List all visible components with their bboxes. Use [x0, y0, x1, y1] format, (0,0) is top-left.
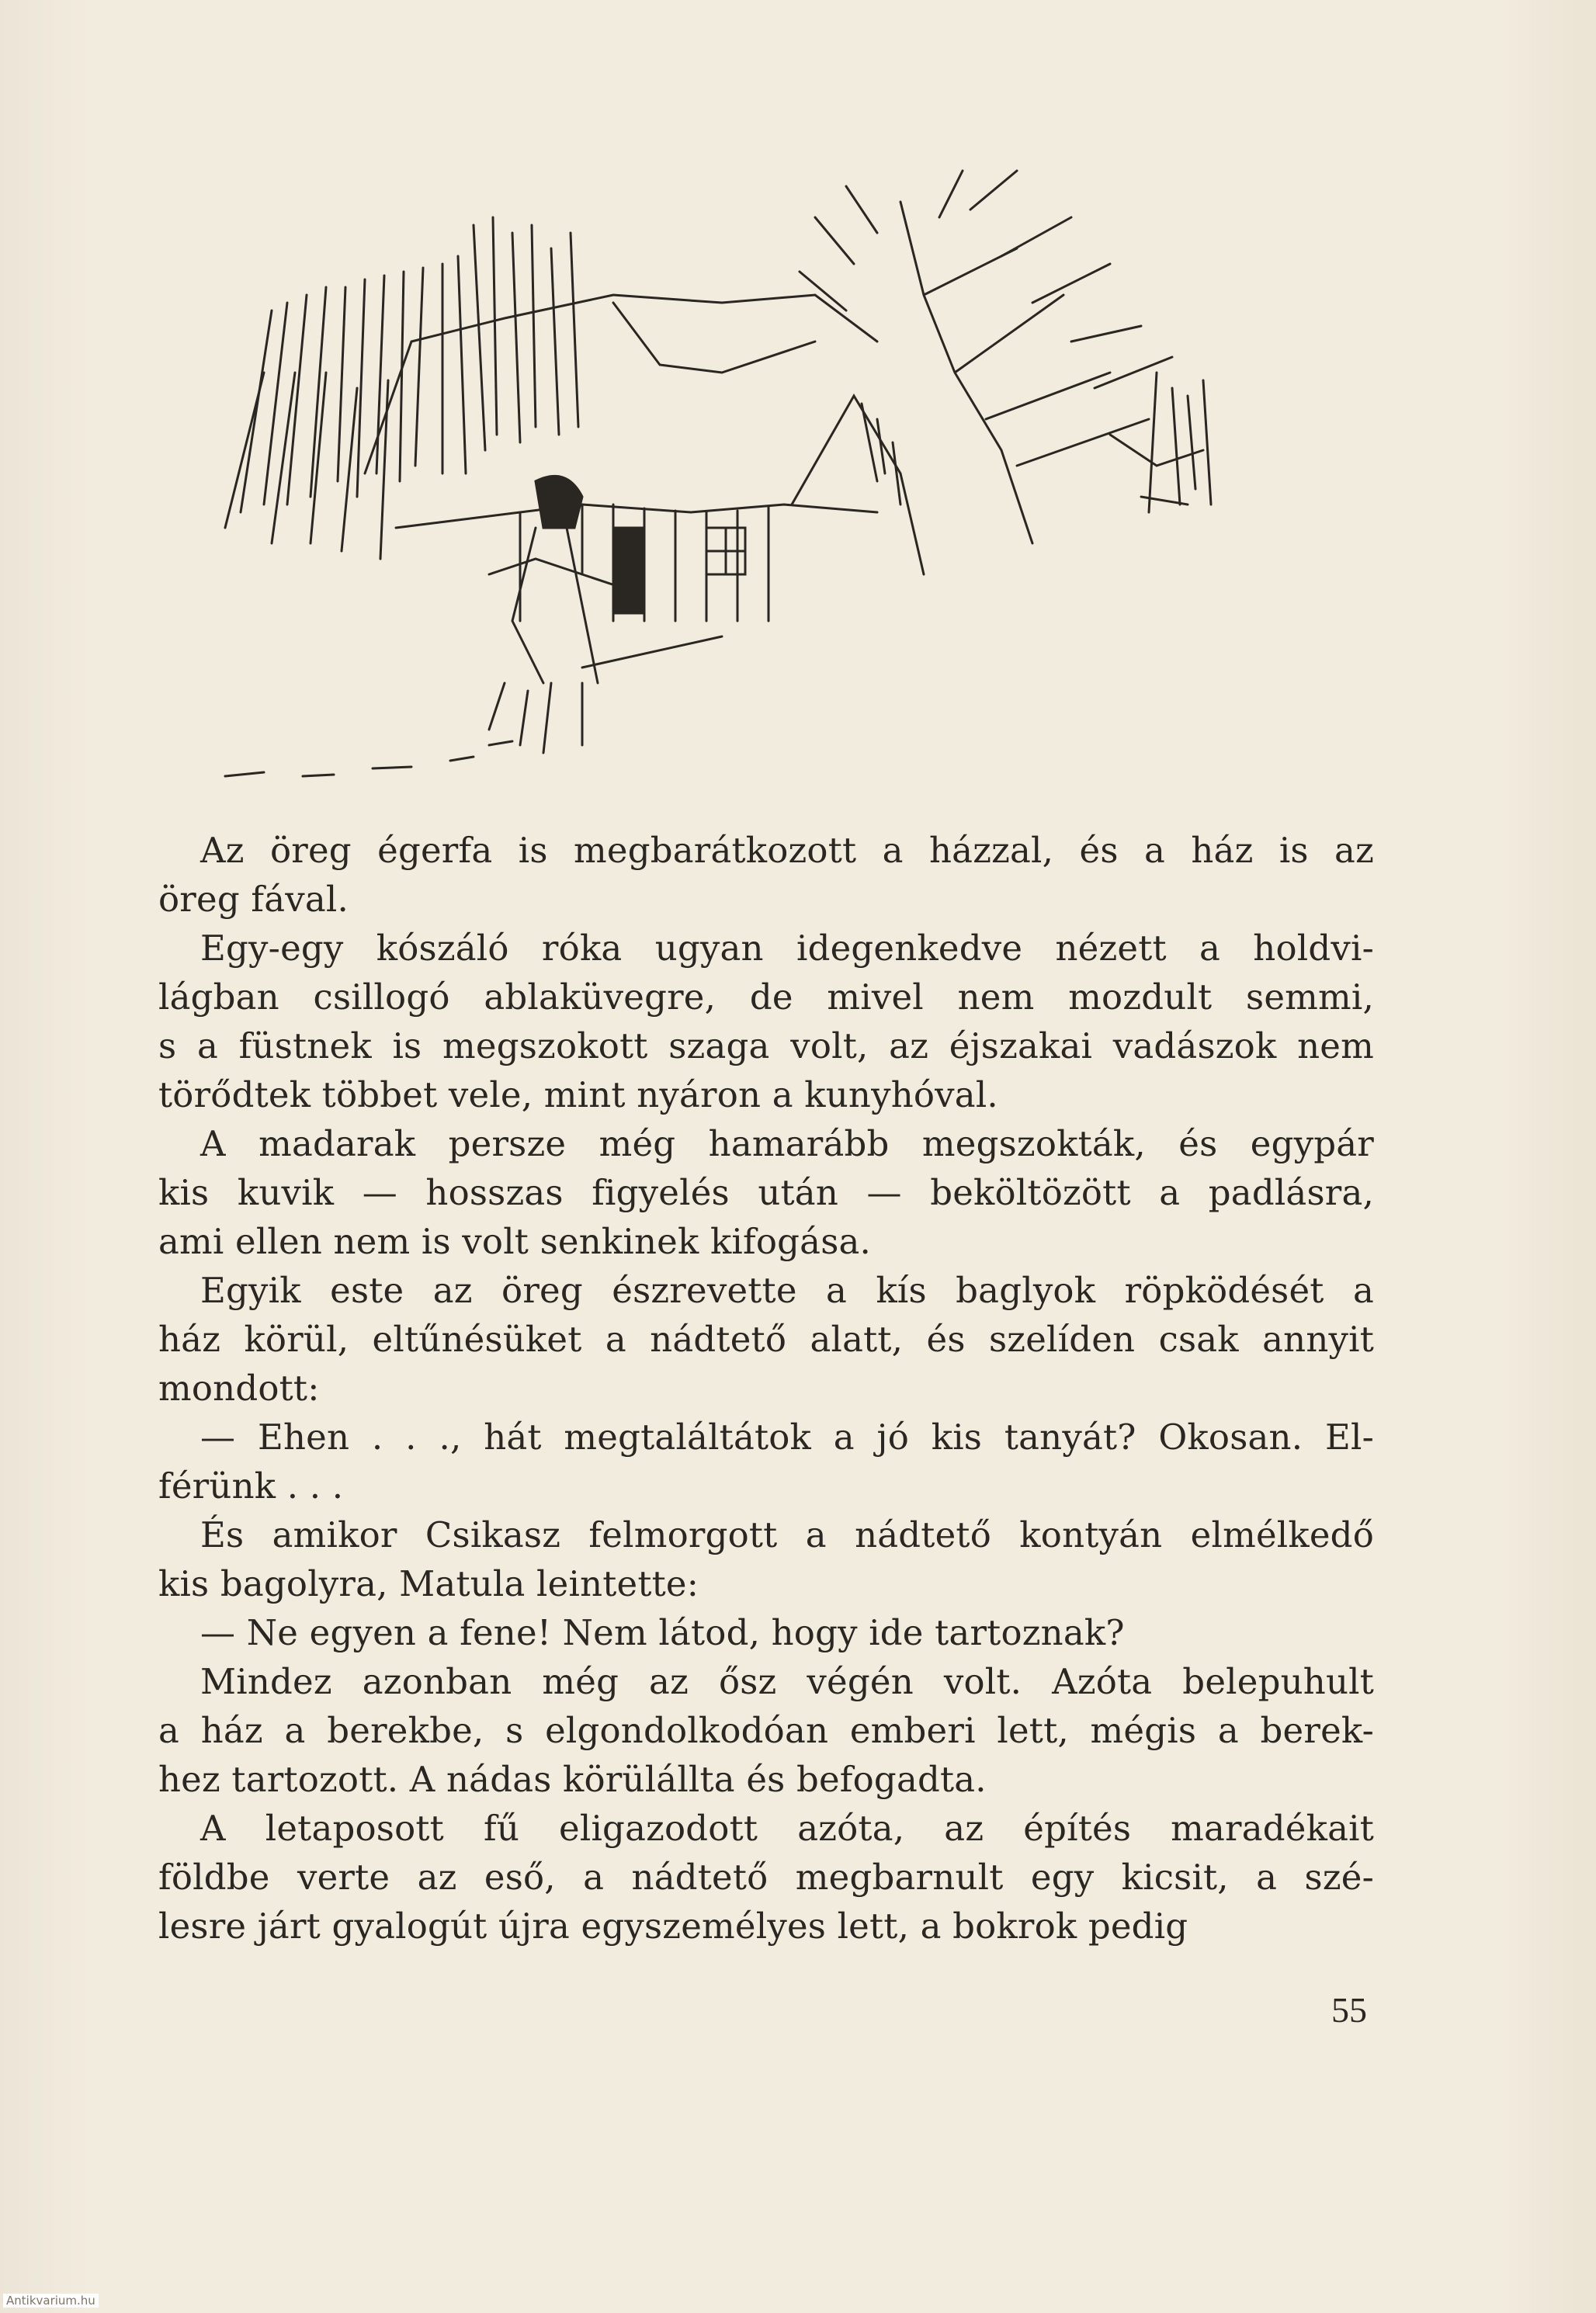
text-line: A madarak persze még hamarább megszokták, és egypár [200, 1123, 1374, 1164]
paragraph [158, 1608, 1374, 1657]
paragraph [158, 1510, 1374, 1608]
paragraph [158, 1119, 1374, 1266]
text-line: — Ehen . . ., hát megtaláltátok a jó kis tanyát? Okosan. El- [200, 1417, 1374, 1458]
text-line: ház körül, eltűnésüket a nádtető alatt, és szelíden csak annyit [158, 1319, 1374, 1360]
text-line: a ház a berekbe, s elgondolkodóan emberi lett, mégis a berek- [158, 1710, 1374, 1751]
page-number: 55 [1331, 1990, 1367, 2030]
body-text [158, 826, 1374, 1951]
paragraph [158, 1266, 1374, 1413]
text-line: mondott: [158, 1368, 320, 1409]
text-line: férünk . . . [158, 1465, 344, 1507]
text-line: Mindez azonban még az ősz végén volt. Azóta belepuhult [200, 1661, 1374, 1702]
watermark: Antikvarium.hu [3, 2294, 99, 2308]
text-line: lágban csillogó ablaküvegre, de mivel nem mozdult semmi, [158, 976, 1374, 1018]
text-line: És amikor Csikasz felmorgott a nádtető kontyán elmélkedő [200, 1514, 1374, 1555]
text-line: hez tartozott. A nádas körülállta és befogadta. [158, 1759, 987, 1800]
paragraph [158, 826, 1374, 924]
text-line: Egyik este az öreg észrevette a kís baglyok röpködését a [200, 1270, 1374, 1311]
paragraph [158, 924, 1374, 1119]
text-line: Az öreg égerfa is megbarátkozott a házzal, és a ház is az [200, 830, 1374, 871]
text-line: öreg fával. [158, 879, 349, 920]
text-line: A letaposott fű eligazodott azóta, az építés maradékait [200, 1808, 1374, 1849]
text-line: — Ne egyen a fene! Nem látod, hogy ide tartoznak? [200, 1612, 1125, 1653]
text-line: törődtek többet vele, mint nyáron a kunyhóval. [158, 1074, 998, 1115]
house-sketch-illustration [179, 140, 1320, 823]
text-line: földbe verte az eső, a nádtető megbarnult egy kicsit, a szé- [158, 1857, 1374, 1898]
paragraph [158, 1657, 1374, 1804]
text-line: lesre járt gyalogút újra egyszemélyes lett, a bokrok pedig [158, 1906, 1188, 1947]
text-line: kis bagolyra, Matula leintette: [158, 1563, 699, 1604]
text-line: ami ellen nem is volt senkinek kifogása. [158, 1221, 872, 1262]
paragraph [158, 1413, 1374, 1510]
paragraph [158, 1804, 1374, 1951]
text-line: Egy-egy kószáló róka ugyan idegenkedve nézett a holdvi- [200, 928, 1374, 969]
text-line: kis kuvik — hosszas figyelés után — beköltözött a padlásra, [158, 1172, 1374, 1213]
text-line: s a füstnek is megszokott szaga volt, az éjszakai vadászok nem [158, 1025, 1374, 1066]
